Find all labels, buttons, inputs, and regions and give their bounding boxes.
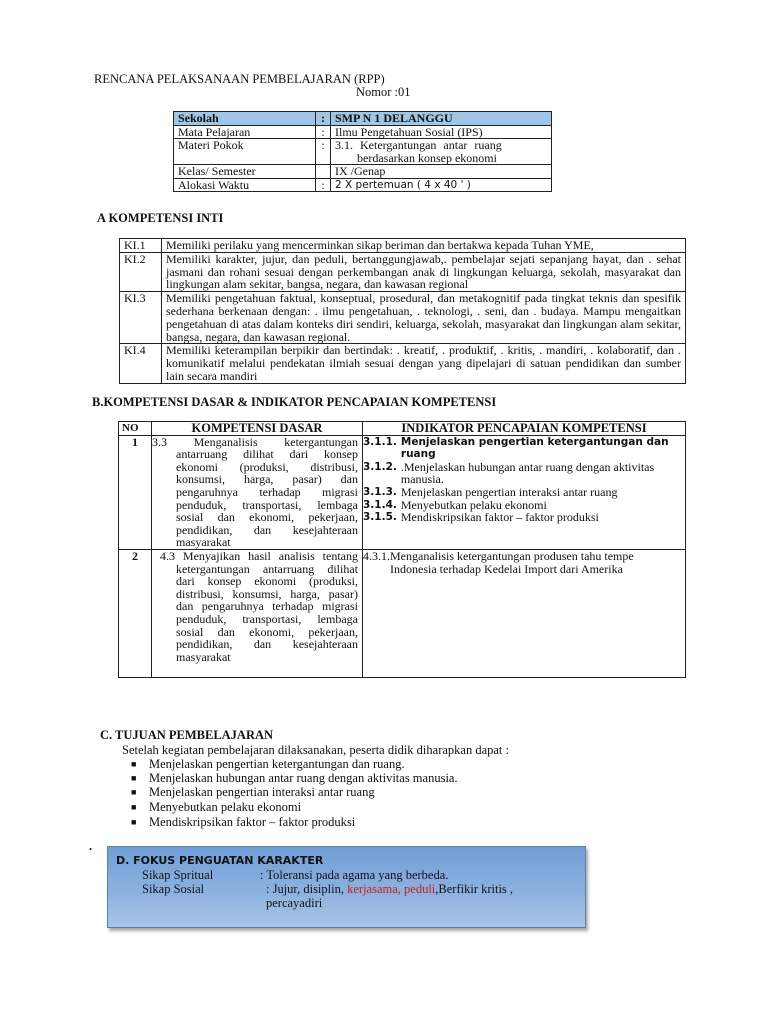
identity-label: Sekolah bbox=[174, 112, 316, 126]
identity-table bbox=[173, 111, 552, 192]
indicator-text: Menjelaskan pengertian interaksi antar ruang bbox=[400, 484, 618, 499]
kd-header-row bbox=[119, 422, 686, 436]
topic-line-1: 3.1. Ketergantungan antar ruang bbox=[335, 138, 502, 152]
kd-description: 4.3 Menyajikan hasil analisis tentang ketergantungan antarruang dilihat dari konsep ekonomi (produksi, distribusi, konsumsi, harga, pasar) dan pengaruhnya terhadap migrasi penduduk, transportasi, lembaga sosial dan ekonomi, pekerjaan, pendidikan, dan kesejahteraan masyarakat bbox=[160, 548, 358, 664]
kd-header-no: NO bbox=[119, 422, 152, 436]
ki-text: Memiliki karakter, jujur, dan peduli, bertanggungjawab,. pembelajar sejati sepanjang hayat, dan . sehat jasmani dan rohani sesuai dengan perkembangan anak di lingkungan keluarga, sekolah, masyarakat dan lingkungan alam sekitar, bangsa, negara, dan kawasan regional bbox=[162, 252, 686, 291]
indicator-code: 3.1.5. bbox=[363, 511, 397, 524]
ki-row bbox=[120, 344, 686, 383]
kd-table bbox=[118, 421, 686, 678]
indicator-text: Mendiskripsikan faktor – faktor produksi bbox=[400, 510, 599, 525]
identity-separator: : bbox=[316, 112, 331, 126]
kd-row bbox=[119, 435, 686, 549]
identity-row-class bbox=[174, 165, 552, 179]
social-value-highlight: kerjasama, peduli bbox=[343, 882, 436, 896]
kd-description: 3.3 Menganalisis ketergantungan antarruang dilihat dari konsep ekonomi (produksi, distribusi, konsumsi, harga, pasar) dan pengaruhnya terhadap migrasi penduduk, transportasi, lembaga sosial dan ekonomi, pekerjaan, pendidikan, dan kesejahteraan masyarakat bbox=[152, 434, 358, 550]
ki-row bbox=[120, 292, 686, 344]
identity-separator bbox=[316, 165, 331, 179]
list-item bbox=[131, 771, 458, 785]
indicator-text: .Menjelaskan hubungan antar ruang dengan aktivitas manusia. bbox=[400, 459, 655, 487]
list-item-text: Menyebutkan pelaku ekonomi bbox=[149, 800, 302, 814]
indicator-cell bbox=[363, 549, 686, 677]
ki-code: KI.2 bbox=[120, 252, 162, 291]
section-c-title: C. TUJUAN PEMBELAJARAN bbox=[100, 728, 274, 742]
social-value bbox=[266, 883, 513, 896]
list-item bbox=[131, 815, 355, 829]
indicator-text: Menganalisis ketergantungan produsen tahu tempe Indonesia terhadap Kedelai Import dari Amerika bbox=[390, 548, 634, 576]
indicator-item bbox=[363, 550, 682, 575]
bullet-icon: ■ bbox=[131, 802, 137, 812]
list-item-text: Menjelaskan pengertian interaksi antar ruang bbox=[149, 785, 375, 799]
identity-separator: : bbox=[316, 125, 331, 139]
identity-value: SMP N 1 DELANGGU bbox=[331, 112, 552, 126]
indicator-item bbox=[363, 461, 682, 486]
kd-text bbox=[152, 549, 363, 677]
kd-header-indicator: INDIKATOR PENCAPAIAN KOMPETENSI bbox=[363, 422, 686, 436]
kd-text bbox=[152, 435, 363, 549]
ki-row bbox=[120, 239, 686, 253]
ki-code: KI.3 bbox=[120, 292, 162, 344]
section-b-title: B.KOMPETENSI DASAR & INDIKATOR PENCAPAIAN KOMPETENSI bbox=[92, 395, 497, 409]
stray-mark: . bbox=[89, 839, 93, 853]
bullet-icon: ■ bbox=[131, 759, 137, 769]
indicator-text: Menyebutkan pelaku ekonomi bbox=[400, 497, 547, 512]
list-item bbox=[131, 800, 301, 814]
identity-label: Materi Pokok bbox=[174, 139, 316, 165]
indicator-item bbox=[363, 486, 682, 499]
ki-table bbox=[119, 238, 686, 384]
indicator-code: 3.1.4. bbox=[363, 498, 397, 511]
identity-label: Kelas/ Semester bbox=[174, 165, 316, 179]
indicator-code: 3.1.3. bbox=[363, 485, 397, 498]
section-c-intro: Setelah kegiatan pembelajaran dilaksanakan, peserta didik diharapkan dapat : bbox=[122, 743, 509, 757]
topic-line-2: berdasarkan konsep ekonomi bbox=[357, 150, 497, 165]
identity-value: IX /Genap bbox=[331, 165, 552, 179]
social-value-prefix: : Jujur, disiplin, bbox=[266, 882, 344, 896]
kd-row bbox=[119, 549, 686, 677]
bullet-icon: ■ bbox=[131, 787, 137, 797]
identity-value: 2 X pertemuan ( 4 x 40 ' ) bbox=[331, 178, 552, 192]
ki-row bbox=[120, 252, 686, 291]
spiritual-value: : Toleransi pada agama yang berbeda. bbox=[260, 868, 449, 882]
indicator-code: 3.1.1. bbox=[363, 435, 397, 448]
spiritual-label: Sikap Spritual bbox=[142, 868, 214, 882]
ki-code: KI.4 bbox=[120, 344, 162, 383]
social-label: Sikap Sosial bbox=[142, 882, 205, 896]
kd-row-number: 1 bbox=[119, 435, 152, 549]
kd-header-kd: KOMPETENSI DASAR bbox=[152, 422, 363, 436]
identity-separator: : bbox=[316, 139, 331, 165]
document-number: Nomor :01 bbox=[356, 85, 411, 99]
bullet-icon: ■ bbox=[131, 817, 137, 827]
indicator-item bbox=[363, 436, 682, 461]
ki-text: Memiliki keterampilan berpikir dan bertindak: . kreatif, . produktif, . kritis, . mandiri, . kolaboratif, dan . komunikatif melalui pendekatan ilmiah sesuai dengan yang dipelajari di satuan pendidikan dan sumber lain secara mandiri bbox=[162, 344, 686, 383]
social-value-suffix: ,Berfikir kritis , bbox=[435, 882, 514, 896]
character-focus-box bbox=[107, 846, 586, 928]
list-item bbox=[131, 785, 375, 799]
identity-label: Mata Pelajaran bbox=[174, 125, 316, 139]
list-item bbox=[131, 757, 405, 771]
social-value-line2: percayadiri bbox=[266, 896, 323, 910]
document-title: RENCANA PELAKSANAAN PEMBELAJARAN (RPP) bbox=[94, 72, 385, 86]
identity-row-subject bbox=[174, 125, 552, 139]
ki-text: Memiliki perilaku yang mencerminkan sikap beriman dan bertakwa kepada Tuhan YME, bbox=[162, 239, 686, 253]
identity-separator: : bbox=[316, 178, 331, 192]
identity-label: Alokasi Waktu bbox=[174, 178, 316, 192]
list-item-text: Mendiskripsikan faktor – faktor produksi bbox=[149, 815, 356, 829]
identity-value bbox=[331, 139, 552, 165]
ki-code: KI.1 bbox=[120, 239, 162, 253]
identity-row-time bbox=[174, 178, 552, 192]
ki-text: Memiliki pengetahuan faktual, konseptual, prosedural, dan metakognitif pada tingkat teknis dan spesifik sederhana berkenaan dengan: . ilmu pengetahuan, . teknologi, . seni, dan . budaya. Mampu mengaitkan pengetahuan di atas dalam konteks diri sendiri, keluarga, sekolah, masyarakat dan lingkungan alam sekitar, bangsa, negara, dan kawasan regional. bbox=[162, 292, 686, 344]
list-item-text: Menjelaskan hubungan antar ruang dengan aktivitas manusia. bbox=[149, 771, 458, 785]
indicator-text: Menjelaskan pengertian ketergantungan dan ruang bbox=[400, 435, 669, 461]
identity-value: Ilmu Pengetahuan Sosial (IPS) bbox=[331, 125, 552, 139]
identity-row-topic bbox=[174, 139, 552, 165]
section-d-title: D. FOKUS PENGUATAN KARAKTER bbox=[116, 854, 324, 867]
identity-row-school bbox=[174, 112, 552, 126]
section-a-title: A KOMPETENSI INTI bbox=[97, 211, 224, 225]
kd-row-number: 2 bbox=[119, 549, 152, 677]
bullet-icon: ■ bbox=[131, 773, 137, 783]
indicator-code: 4.3.1. bbox=[363, 548, 390, 563]
indicator-item bbox=[363, 511, 682, 524]
indicator-cell bbox=[363, 435, 686, 549]
indicator-code: 3.1.2. bbox=[363, 460, 397, 473]
list-item-text: Menjelaskan pengertian ketergantungan dan ruang. bbox=[149, 757, 405, 771]
